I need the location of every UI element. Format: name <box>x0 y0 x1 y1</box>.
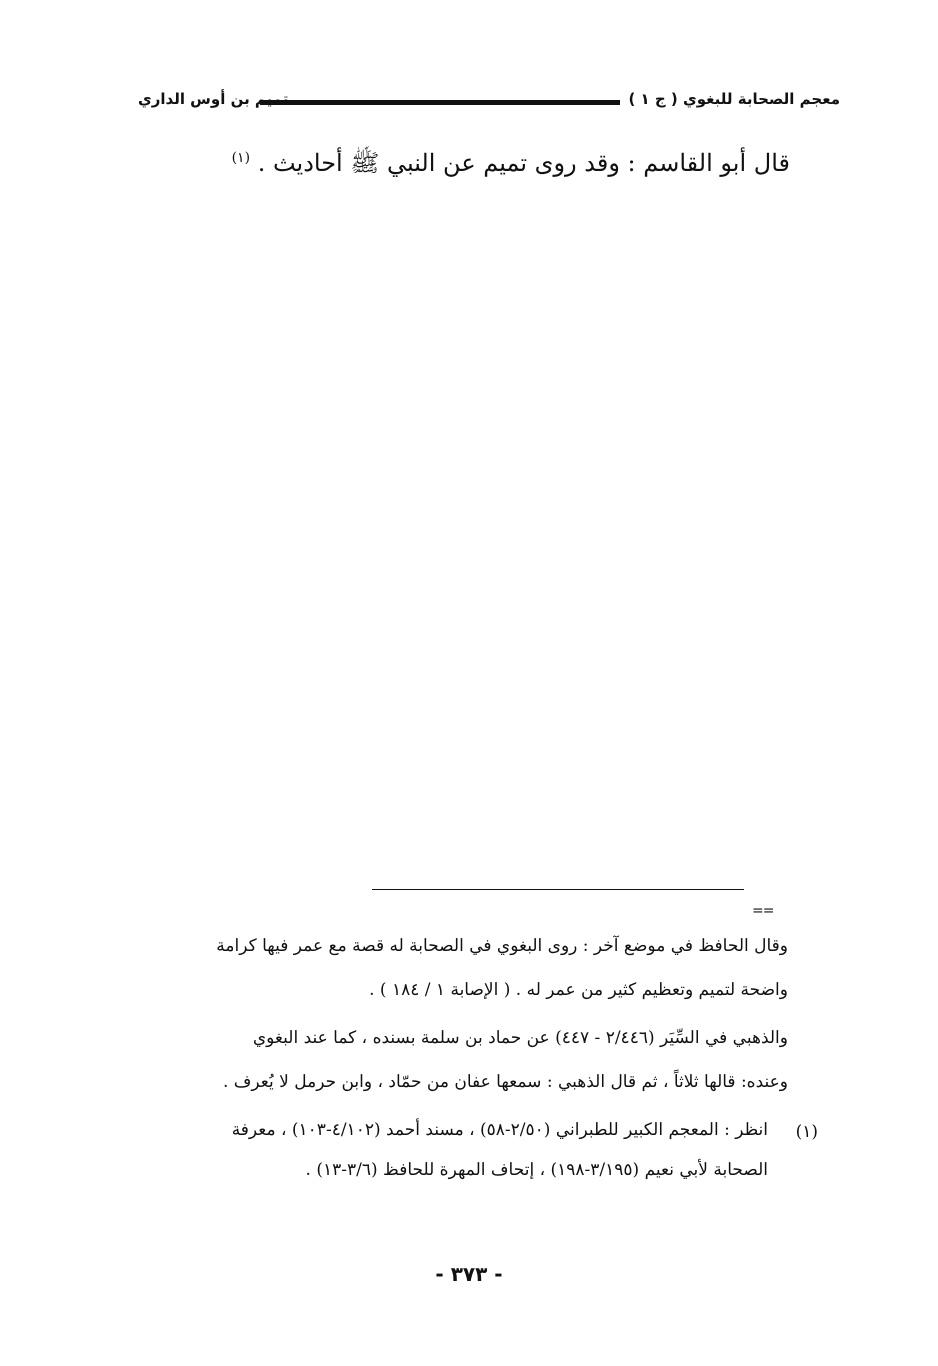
footnote-line: والذهبي في السِّيَر (٢/٤٤٦ - ٤٤٧) عن حماد بن سلمة بسنده ، كما عند البغوي <box>252 1028 788 1048</box>
header-rule <box>260 100 620 105</box>
footnote-line: الصحابة لأبي نعيم (٣/١٩٥-١٩٨) ، إتحاف المهرة للحافظ (٣/٦-١٣) . <box>305 1160 768 1180</box>
footnote-line: وقال الحافظ في موضع آخر : روى البغوي في الصحابة له قصة مع عمر فيها كرامة <box>216 936 788 956</box>
header-topic-title: تميم بن أوس الداري <box>138 90 289 108</box>
footnote-number: (١) <box>795 1122 818 1142</box>
running-header <box>130 88 840 118</box>
footnote-line: وعنده: قالها ثلاثاً ، ثم قال الذهبي : سمعها عفان من حمّاد ، وابن حرمل لا يُعرف . <box>222 1072 788 1092</box>
page-number: - ٣٧٣ - <box>435 1262 503 1286</box>
footnote-separator <box>372 889 744 890</box>
footnote-reference: (١) <box>231 150 251 166</box>
header-book-title: معجم الصحابة للبغوي ( ج ١ ) <box>628 90 840 108</box>
main-text: قال أبو القاسم : وقد روى تميم عن النبي ﷺ أحاديث . <box>257 149 790 177</box>
main-text-line <box>232 148 790 183</box>
footnote-line: انظر : المعجم الكبير للطبراني (٢/٥٠-٥٨) ، مسند أحمد (٤/١٠٢-١٠٣) ، معرفة <box>231 1120 768 1140</box>
footnote-continuation-mark: == <box>752 903 774 919</box>
footnote-line: واضحة لتميم وتعظيم كثير من عمر له . ( الإصابة ١ / ١٨٤ ) . <box>369 980 788 1000</box>
